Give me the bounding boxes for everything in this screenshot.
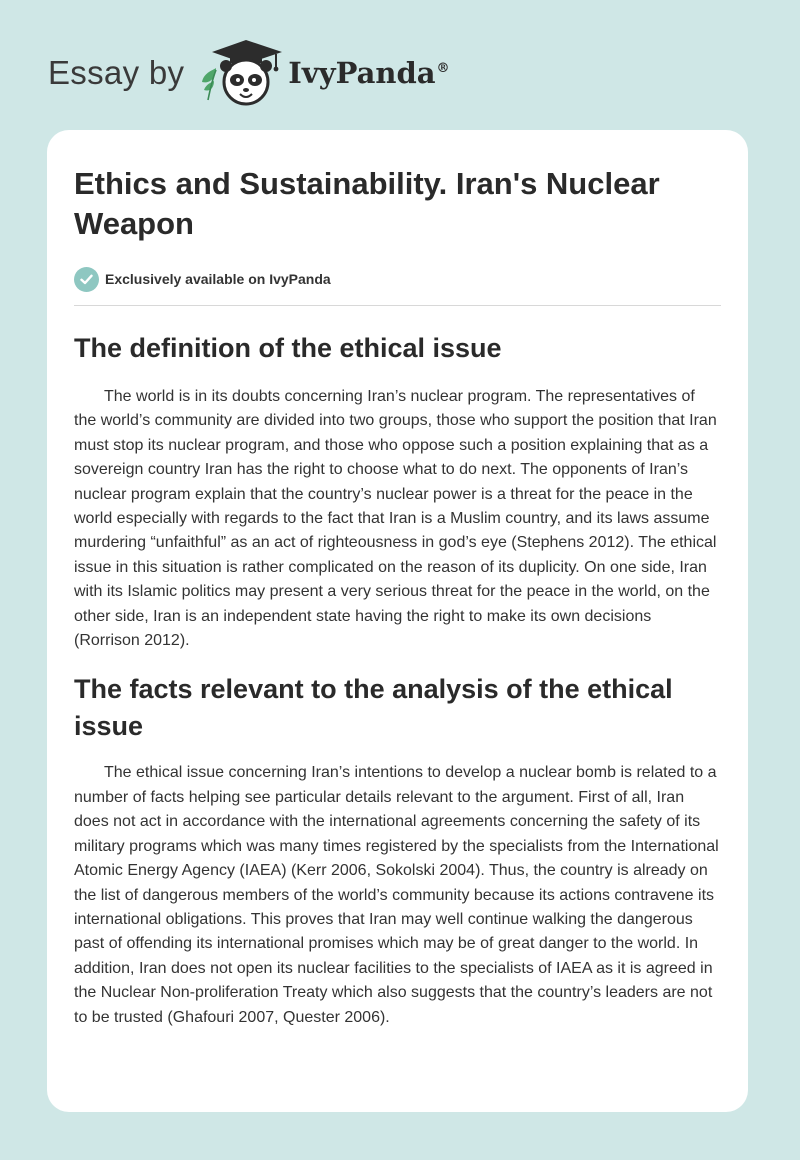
registered-mark: ® — [436, 61, 450, 77]
panda-graduate-icon[interactable] — [198, 38, 286, 108]
section-heading-facts: The facts relevant to the analysis of the ethical issue — [74, 674, 673, 742]
exclusive-badge — [74, 265, 721, 293]
ivypanda-wordmark[interactable] — [288, 56, 449, 90]
essay-card — [47, 130, 748, 1112]
essay-by-label: Essay by — [48, 54, 185, 91]
site-header — [48, 38, 450, 108]
badge-text: Exclusively available on IvyPanda — [105, 271, 331, 287]
brand-name-text: IvyPanda — [288, 56, 436, 90]
section-heading-definition: The definition of the ethical issue — [74, 333, 502, 363]
section-paragraph-definition: The world is in its doubts concerning Iran’s nuclear program. The representatives of the world’s community are divided into two groups, those who support the position that Iran must stop its nuclear program, and those who oppose such a position explaining that as a sovereign country Iran has the right to choose what to do next. The opponents of Iran’s nuclear program explain that the country’s nuclear power is a threat for the peace in the world especially with regards to the fact that Iran is a Muslim country, and its laws assume murdering “unfaithful” as an act of righteousness in god’s eye (Stephens 2012). The ethical issue in this situation is rather complicated on the reason of its duplicity. On one side, Iran with its Islamic politics may present a very serious threat for the peace in the world, on the other side, Iran is an independent state having the right to make its own decisions (Rorrison 2012). — [74, 388, 717, 650]
essay-title: Ethics and Sustainability. Iran's Nuclear Weapon — [74, 166, 660, 241]
section-paragraph-facts: The ethical issue concerning Iran’s intentions to develop a nuclear bomb is related to a number of facts helping see particular details relevant to the argument. First of all, Iran does not act in accordance with the international agreements concerning the safety of its military programs which was many times registered by the specialists from the International Atomic Energy Agency (IAEA) (Kerr 2006, Sokolski 2004). Thus, the country is already on the list of dangerous members of the world’s community because its actions contravene its international obligations. This proves that Iran may well continue walking the dangerous past of offending its international promises which may be of great danger to the world. In addition, Iran does not open its nuclear facilities to the specialists of IAEA as it is agreed in the Nuclear Non-proliferation Treaty which also suggests that the country’s leaders are not to be trusted (Ghafouri 2007, Quester 2006). — [74, 764, 719, 1026]
check-icon — [74, 267, 99, 292]
title-divider — [74, 305, 721, 306]
